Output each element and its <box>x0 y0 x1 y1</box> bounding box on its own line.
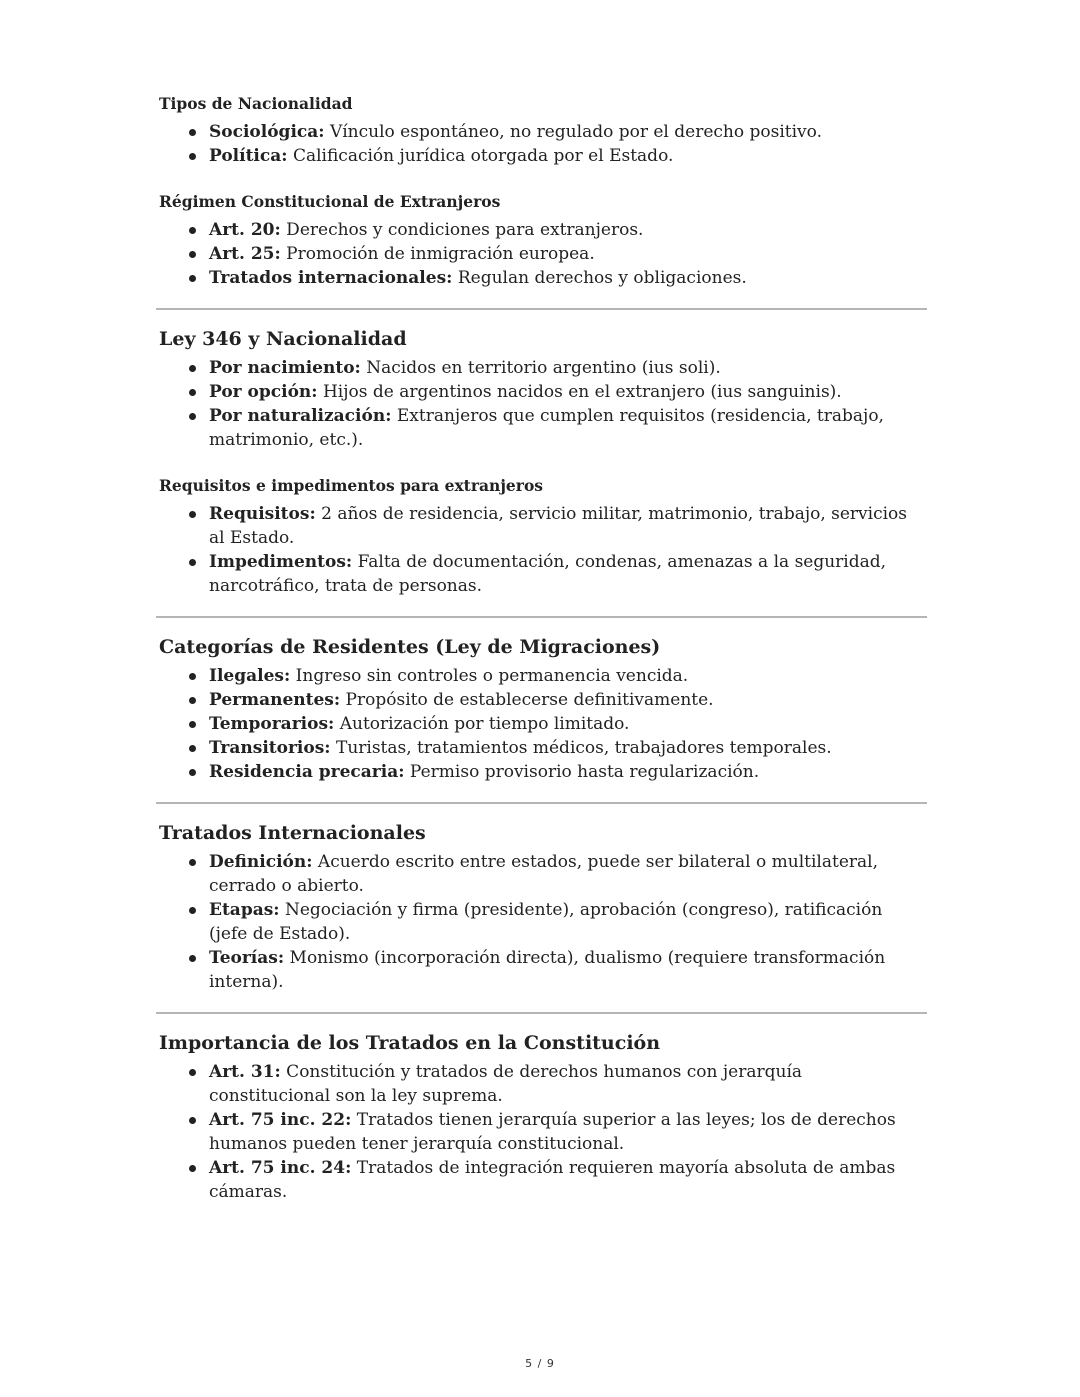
section-heading-tratados: Tratados Internacionales <box>159 822 426 844</box>
list-item: Política: Calificación jurídica otorgada por el Estado. <box>159 144 924 168</box>
list-importancia <box>159 1060 924 1204</box>
list-item: Art. 75 inc. 22: Tratados tienen jerarquía superior a las leyes; los de derechos humanos pueden tener jerarquía constitucional. <box>159 1108 924 1156</box>
list-categorias <box>159 664 924 784</box>
list-regimen <box>159 218 924 290</box>
list-ley346 <box>159 356 924 452</box>
list-item: Art. 25: Promoción de inmigración europea. <box>159 242 924 266</box>
section-heading-requisitos: Requisitos e impedimentos para extranjeros <box>159 476 544 495</box>
list-item: Permanentes: Propósito de establecerse definitivamente. <box>159 688 924 712</box>
document-page <box>159 94 924 1204</box>
section-divider <box>156 1012 927 1014</box>
section-divider <box>156 802 927 804</box>
list-item: Transitorios: Turistas, tratamientos médicos, trabajadores temporales. <box>159 736 924 760</box>
list-item: Ilegales: Ingreso sin controles o permanencia vencida. <box>159 664 924 688</box>
section-heading-ley346: Ley 346 y Nacionalidad <box>159 328 407 350</box>
list-item: Art. 31: Constitución y tratados de derechos humanos con jerarquía constitucional son la ley suprema. <box>159 1060 924 1108</box>
list-item: Art. 75 inc. 24: Tratados de integración requieren mayoría absoluta de ambas cámaras. <box>159 1156 924 1204</box>
section-heading-categorias: Categorías de Residentes (Ley de Migraciones) <box>159 636 661 658</box>
list-item: Tratados internacionales: Regulan derechos y obligaciones. <box>159 266 924 290</box>
list-tratados <box>159 850 924 994</box>
list-item: Sociológica: Vínculo espontáneo, no regulado por el derecho positivo. <box>159 120 924 144</box>
list-item: Impedimentos: Falta de documentación, condenas, amenazas a la seguridad, narcotráfico, trata de personas. <box>159 550 924 598</box>
section-heading-tipos: Tipos de Nacionalidad <box>159 94 353 113</box>
list-item: Por opción: Hijos de argentinos nacidos en el extranjero (ius sanguinis). <box>159 380 924 404</box>
list-item: Art. 20: Derechos y condiciones para extranjeros. <box>159 218 924 242</box>
list-tipos <box>159 120 924 168</box>
page-number: 5 / 9 <box>525 1357 555 1370</box>
list-item: Requisitos: 2 años de residencia, servicio militar, matrimonio, trabajo, servicios al Estado. <box>159 502 924 550</box>
list-item: Definición: Acuerdo escrito entre estados, puede ser bilateral o multilateral, cerrado o abierto. <box>159 850 924 898</box>
list-item: Por nacimiento: Nacidos en territorio argentino (ius soli). <box>159 356 924 380</box>
section-divider <box>156 616 927 618</box>
list-item: Residencia precaria: Permiso provisorio hasta regularización. <box>159 760 924 784</box>
list-item: Etapas: Negociación y firma (presidente), aprobación (congreso), ratificación (jefe de Estado). <box>159 898 924 946</box>
list-item: Temporarios: Autorización por tiempo limitado. <box>159 712 924 736</box>
section-heading-regimen: Régimen Constitucional de Extranjeros <box>159 192 501 211</box>
section-heading-importancia: Importancia de los Tratados en la Constitución <box>159 1032 661 1054</box>
section-divider <box>156 308 927 310</box>
list-item: Teorías: Monismo (incorporación directa), dualismo (requiere transformación interna). <box>159 946 924 994</box>
list-item: Por naturalización: Extranjeros que cumplen requisitos (residencia, trabajo, matrimonio, etc.). <box>159 404 924 452</box>
list-requisitos <box>159 502 924 598</box>
